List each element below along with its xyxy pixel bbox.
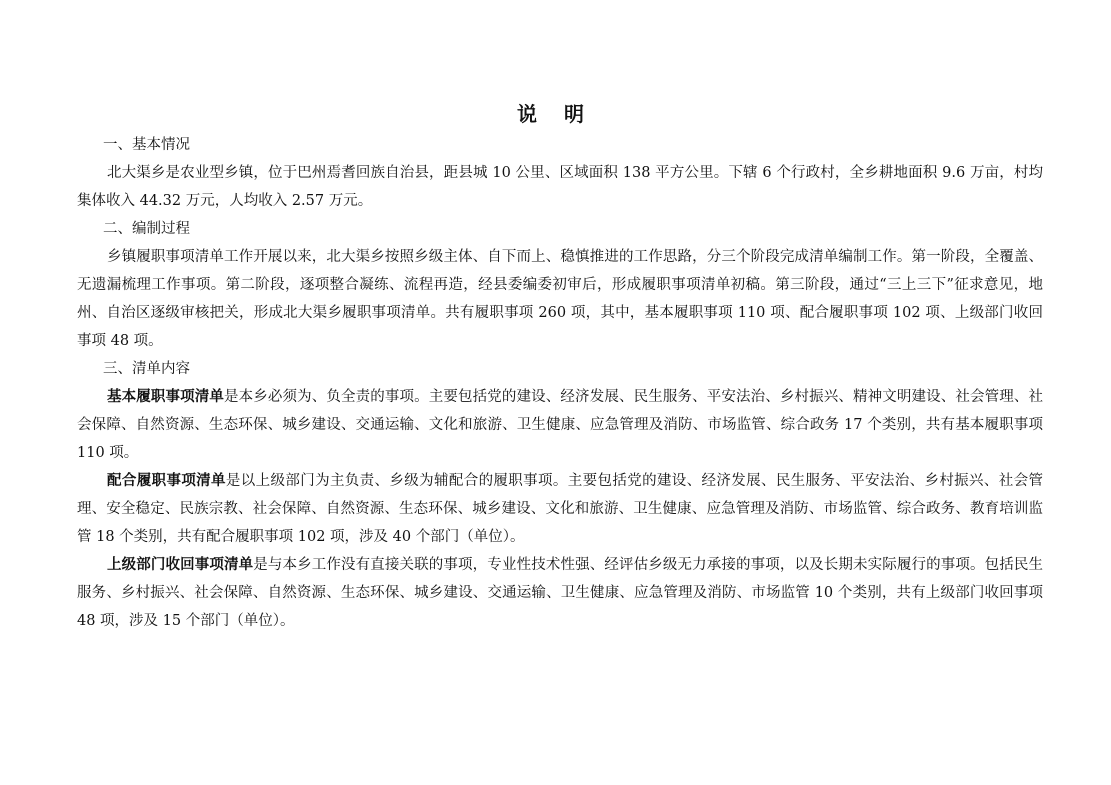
paragraph-text: 是本乡必须为、负全责的事项。主要包括党的建设、经济发展、民生服务、平安法治、乡村振兴、精神文明建设、社会管理、社会保障、自然资源、生态环保、城乡建设、交通运输、文化和旅游、卫生健康、应急管理及消防、市场监管、综合政务 17 个类别，共有基本履职事项 110 项。 bbox=[77, 389, 1043, 461]
paragraph-lead-recalled-items: 上级部门收回事项清单 bbox=[107, 556, 254, 573]
paragraph-text: 乡镇履职事项清单工作开展以来，北大渠乡按照乡级主体、自下而上、稳慎推进的工作思路，分三个阶段完成清单编制工作。第一阶段，全覆盖、无遗漏梳理工作事项。第二阶段，逐项整合凝练、流程再造，经县委编委初审后，形成履职事项清单初稿。第三阶段，通过“三上三下”征求意见，地州、自治区逐级审核把关，形成北大渠乡履职事项清单。共有履职事项 260 项，其中，基本履职事项 110 项、配合履职事项 102 项、上级部门收回事项 48 项。 bbox=[77, 249, 1043, 349]
paragraph-basic-duties-list bbox=[77, 383, 1043, 467]
page-title: 说 明 bbox=[517, 102, 594, 126]
paragraph-recalled-items-list bbox=[77, 551, 1043, 635]
section-heading-compilation-process: 二、编制过程 bbox=[103, 221, 190, 237]
paragraph-lead-supporting-duties: 配合履职事项清单 bbox=[107, 472, 226, 489]
paragraph-supporting-duties-list bbox=[77, 467, 1043, 551]
paragraph-text: 是与本乡工作没有直接关联的事项，专业性技术性强、经评估乡级无力承接的事项，以及长期未实际履行的事项。包括民生服务、乡村振兴、社会保障、自然资源、生态环保、城乡建设、交通运输、卫生健康、应急管理及消防、市场监管 10 个类别，共有上级部门收回事项 48 项，涉及 15 个部门（单位）。 bbox=[77, 557, 1044, 629]
section-heading-basic-situation: 一、基本情况 bbox=[103, 137, 190, 153]
paragraph-compilation-process bbox=[77, 243, 1043, 355]
paragraph-text: 是以上级部门为主负责、乡级为辅配合的履职事项。主要包括党的建设、经济发展、民生服务、平安法治、乡村振兴、社会管理、安全稳定、民族宗教、社会保障、自然资源、生态环保、城乡建设、文化和旅游、卫生健康、应急管理及消防、市场监管、综合政务、教育培训监管 18 个类别，共有配合履职事项 102 项，涉及 40 个部门（单位）。 bbox=[77, 473, 1043, 545]
section-heading-list-content: 三、清单内容 bbox=[103, 361, 190, 377]
document-body bbox=[77, 131, 1043, 635]
paragraph-basic-situation bbox=[77, 159, 1043, 215]
paragraph-lead-basic-duties: 基本履职事项清单 bbox=[107, 388, 225, 405]
paragraph-text: 北大渠乡是农业型乡镇，位于巴州焉耆回族自治县，距县城 10 公里、区域面积 138 平方公里。下辖 6 个行政村，全乡耕地面积 9.6 万亩，村均集体收入 44.32 万元，人均收入 2.57 万元。 bbox=[77, 165, 1043, 209]
